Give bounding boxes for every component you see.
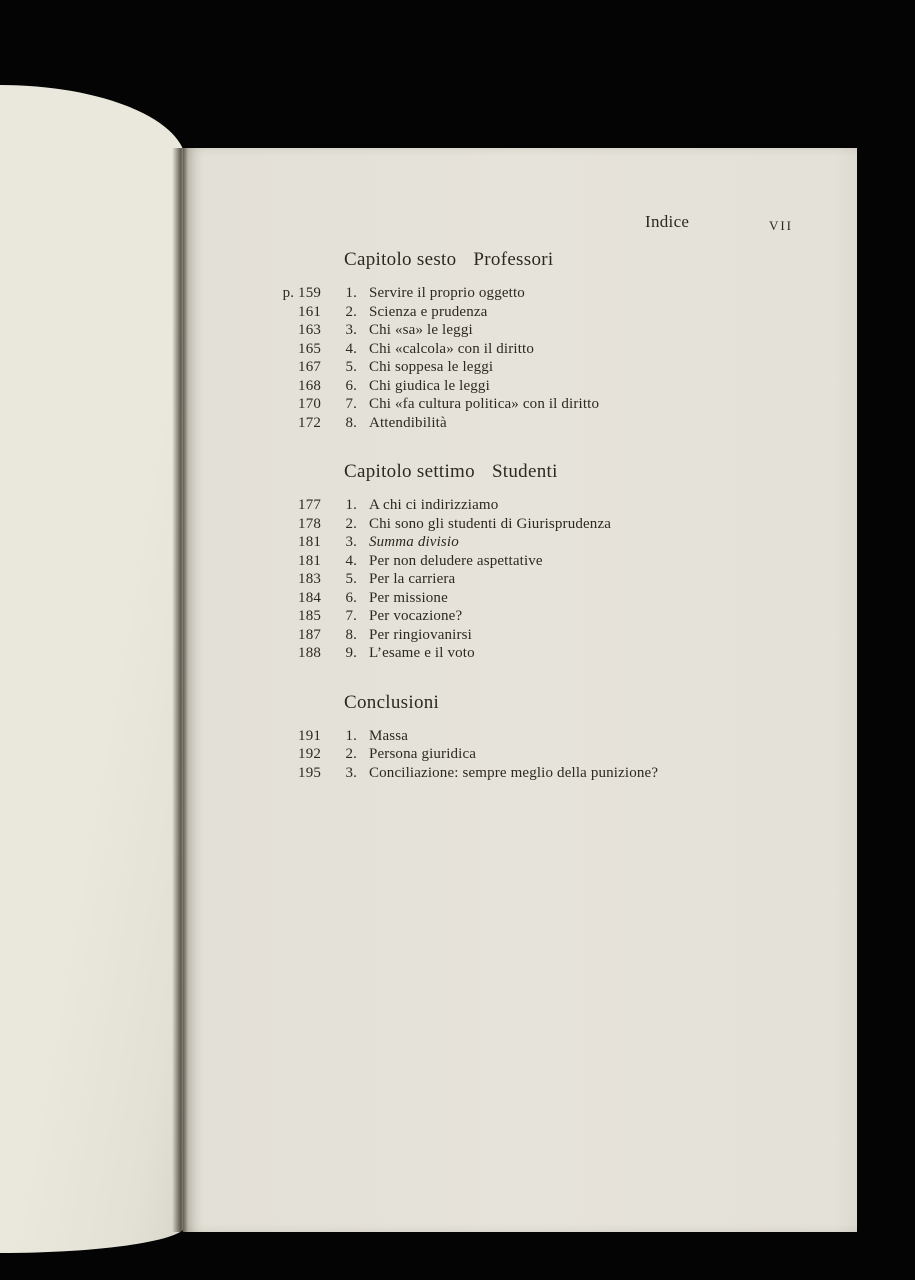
entry-item-number: 1. bbox=[345, 727, 357, 744]
entry-title: Chi giudica le leggi bbox=[369, 377, 490, 394]
toc-entry bbox=[279, 626, 819, 645]
table-of-contents bbox=[279, 248, 819, 782]
chapter-heading bbox=[344, 460, 819, 484]
chapter-label: Capitolo settimo bbox=[344, 461, 475, 482]
entry-title: Per non deludere aspettative bbox=[369, 552, 543, 569]
entry-page-number: 181 bbox=[298, 552, 321, 569]
entry-item-number: 9. bbox=[345, 645, 357, 661]
entry-page-number: 161 bbox=[298, 303, 321, 320]
toc-entry bbox=[279, 358, 819, 377]
running-head bbox=[183, 210, 857, 238]
entry-item-number: 7. bbox=[345, 396, 357, 412]
entry-title: Persona giuridica bbox=[369, 746, 477, 762]
entry-item-number: 2. bbox=[345, 303, 357, 320]
entry-title: Chi «calcola» con il diritto bbox=[369, 340, 534, 357]
entry-item-number: 7. bbox=[345, 608, 357, 624]
chapter-title: Studenti bbox=[491, 461, 558, 482]
entry-title: Massa bbox=[369, 727, 409, 744]
chapter-entries bbox=[279, 284, 819, 432]
entry-title: A chi ci indirizziamo bbox=[369, 497, 499, 513]
chapter-label: Conclusioni bbox=[344, 691, 440, 713]
entry-item-number: 6. bbox=[345, 589, 357, 606]
toc-entry bbox=[279, 727, 819, 746]
entry-page-number: 170 bbox=[298, 396, 321, 412]
entry-item-number: 2. bbox=[345, 515, 357, 532]
entry-page-number: 181 bbox=[298, 534, 321, 550]
toc-entry bbox=[279, 515, 819, 534]
chapter-entries bbox=[279, 496, 819, 663]
entry-item-number: 8. bbox=[345, 626, 357, 643]
entry-page-number: 188 bbox=[298, 645, 321, 661]
toc-section bbox=[279, 691, 819, 783]
toc-entry bbox=[279, 552, 819, 571]
toc-section bbox=[279, 248, 819, 432]
entry-page-number: 191 bbox=[298, 727, 321, 744]
entry-item-number: 3. bbox=[345, 534, 357, 550]
entry-title: Chi soppesa le leggi bbox=[369, 359, 494, 375]
entry-title: Chi «sa» le leggi bbox=[369, 322, 473, 338]
chapter-label: Capitolo sesto bbox=[344, 249, 457, 270]
toc-entry bbox=[279, 284, 819, 303]
entry-item-number: 3. bbox=[345, 322, 357, 338]
toc-entry bbox=[279, 764, 819, 783]
entry-item-number: 4. bbox=[345, 552, 357, 569]
entry-item-number: 8. bbox=[345, 414, 357, 431]
entry-title: L’esame e il voto bbox=[369, 645, 475, 661]
entry-page-number: 183 bbox=[298, 571, 321, 587]
entry-item-number: 6. bbox=[345, 377, 357, 394]
chapter-entries bbox=[279, 727, 819, 783]
entry-title: Summa divisio bbox=[369, 534, 459, 550]
toc-entry bbox=[279, 570, 819, 589]
entry-item-number: 1. bbox=[345, 497, 357, 513]
entry-title: Scienza e prudenza bbox=[369, 303, 488, 320]
entry-page-number: 172 bbox=[298, 414, 321, 431]
toc-entry bbox=[279, 589, 819, 608]
entry-title: Servire il proprio oggetto bbox=[369, 285, 525, 301]
entry-page-number: 187 bbox=[298, 626, 321, 643]
entry-page-number: 178 bbox=[298, 515, 321, 532]
entry-title: Conciliazione: sempre meglio della punizione? bbox=[369, 764, 659, 781]
entry-page-number: 165 bbox=[298, 340, 321, 357]
previous-page-edge bbox=[0, 85, 186, 1253]
toc-entry bbox=[279, 496, 819, 515]
entry-page-number: 185 bbox=[298, 608, 321, 624]
toc-entry bbox=[279, 414, 819, 433]
entry-item-number: 1. bbox=[345, 285, 357, 301]
entry-title: Per missione bbox=[369, 589, 448, 606]
entry-item-number: 3. bbox=[345, 764, 357, 781]
entry-page-number: p. 159 bbox=[282, 285, 321, 301]
entry-title: Chi «fa cultura politica» con il diritto bbox=[369, 396, 600, 412]
entry-page-number: 195 bbox=[298, 764, 321, 781]
entry-title: Per vocazione? bbox=[369, 608, 463, 624]
entry-page-number: 163 bbox=[298, 322, 321, 338]
entry-page-number: 192 bbox=[298, 746, 321, 762]
toc-section bbox=[279, 460, 819, 663]
toc-entry bbox=[279, 395, 819, 414]
entry-title: Attendibilità bbox=[369, 414, 447, 431]
entry-item-number: 2. bbox=[345, 746, 357, 762]
toc-entry bbox=[279, 321, 819, 340]
toc-entry bbox=[279, 745, 819, 764]
entry-title: Per la carriera bbox=[369, 571, 456, 587]
entry-page-number: 184 bbox=[298, 589, 321, 606]
entry-item-number: 5. bbox=[345, 571, 357, 587]
toc-entry bbox=[279, 303, 819, 322]
entry-title: Chi sono gli studenti di Giurisprudenza bbox=[369, 515, 612, 532]
toc-entry bbox=[279, 533, 819, 552]
toc-entry bbox=[279, 644, 819, 663]
toc-entry bbox=[279, 340, 819, 359]
chapter-heading bbox=[344, 691, 819, 715]
chapter-heading bbox=[344, 248, 819, 272]
entry-page-number: 167 bbox=[298, 359, 321, 375]
toc-entry bbox=[279, 377, 819, 396]
page-number: VII bbox=[768, 218, 793, 233]
toc-entry bbox=[279, 607, 819, 626]
chapter-title: Professori bbox=[473, 249, 554, 270]
entry-page-number: 168 bbox=[298, 377, 321, 394]
entry-title: Per ringiovanirsi bbox=[369, 626, 472, 643]
book-page bbox=[183, 148, 857, 1232]
entry-item-number: 5. bbox=[345, 359, 357, 375]
page-header-title: Indice bbox=[645, 212, 690, 231]
entry-page-number: 177 bbox=[298, 497, 321, 513]
entry-item-number: 4. bbox=[345, 340, 357, 357]
